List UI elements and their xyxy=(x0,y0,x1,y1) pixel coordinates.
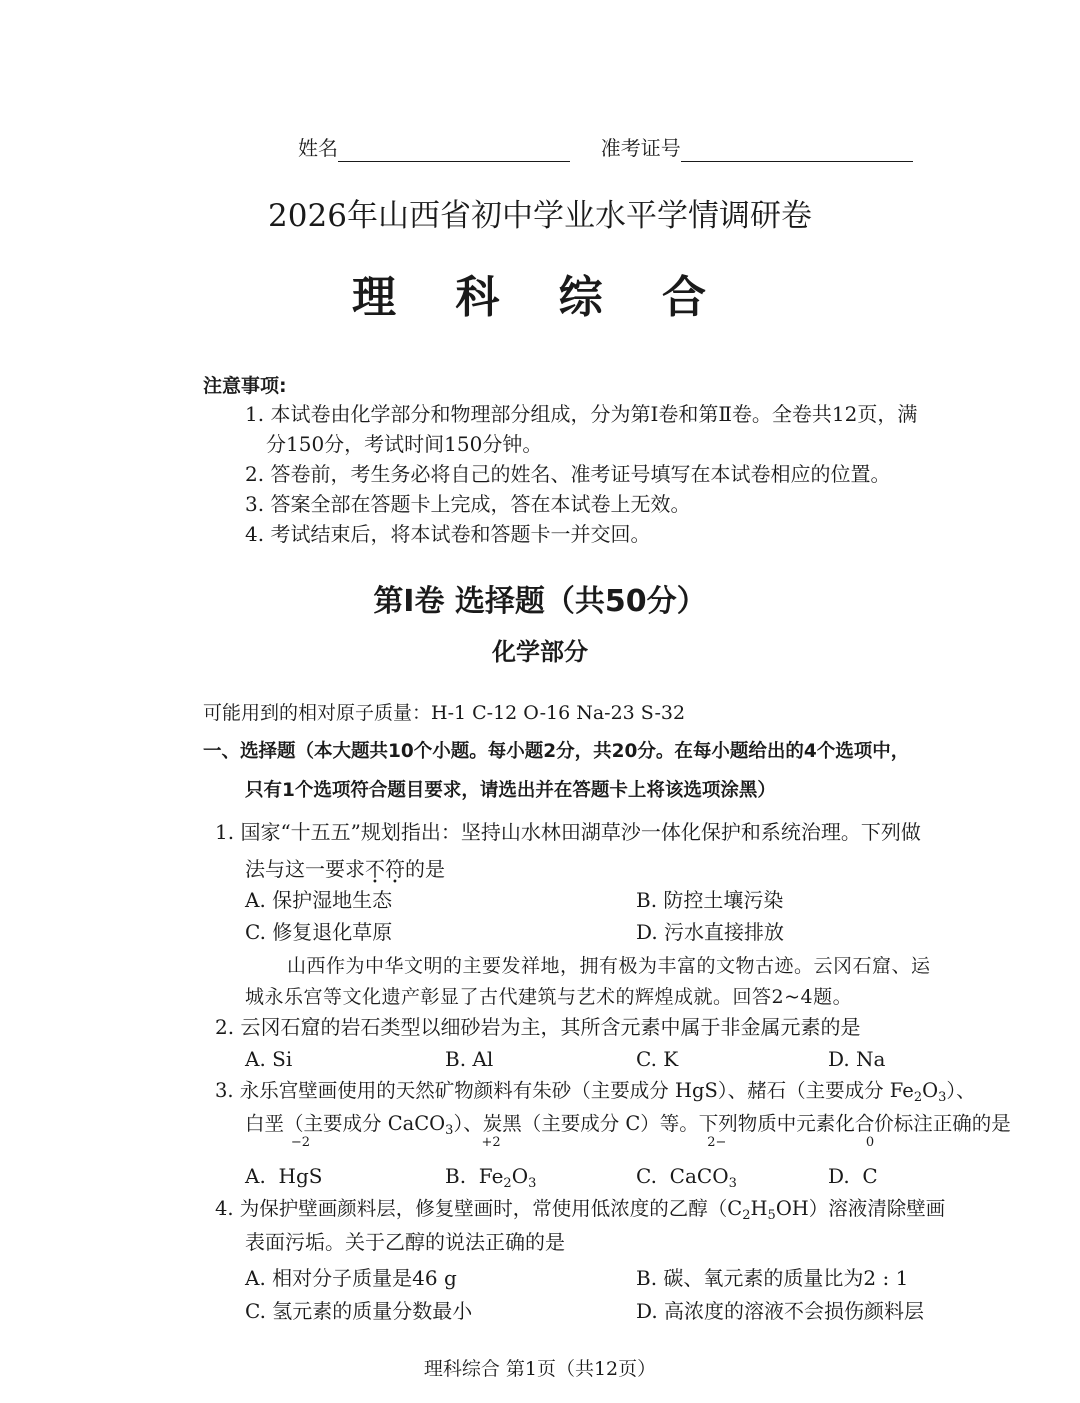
passage-line-1: 山西作为中华文明的主要发祥地，拥有极为丰富的文物古迹。云冈石窟、运 xyxy=(287,955,931,977)
q3-sub: 2 xyxy=(913,1090,923,1105)
page-footer: 理科综合 第1页（共12页） xyxy=(423,1358,657,1380)
q3-option-b-fe: Fe xyxy=(478,1164,504,1188)
q1-emphasis-bu: 不 xyxy=(365,857,385,881)
q1-emphasis-fu: 符 xyxy=(385,857,405,881)
q3-stem-line-1 xyxy=(215,1077,976,1105)
name-label: 姓名 xyxy=(298,136,338,160)
q3-sub: 3 xyxy=(528,1176,537,1191)
q3-option-a xyxy=(245,1135,323,1190)
q3-option-c xyxy=(636,1135,737,1191)
q1-stem-text: 法与这一要求 xyxy=(245,857,365,881)
q1-stem-line-1: 1. 国家“十五五”规划指出：坚持山水林田湖草沙一体化保护和系统治理。下列做 xyxy=(215,820,921,844)
id-blank[interactable] xyxy=(681,139,913,162)
section-title: 第Ⅰ卷 选择题（共50分） xyxy=(373,584,707,619)
q4-sub: 5 xyxy=(767,1208,776,1223)
subject-title: 理 科 综 合 xyxy=(352,272,728,323)
exam-title: 2026年山西省初中学业水平学情调研卷 xyxy=(268,198,812,234)
q3-sub: 3 xyxy=(938,1090,947,1105)
q3-option-d xyxy=(828,1135,878,1190)
q3-option-c-valence: 2− xyxy=(707,1135,727,1150)
q3-option-a-formula: HgS xyxy=(278,1164,323,1188)
q4-option-b: B. 碳、氧元素的质量比为2 : 1 xyxy=(636,1266,909,1290)
atomic-mass-line: 可能用到的相对原子质量：H-1 C-12 O-16 Na-23 S-32 xyxy=(203,702,686,724)
notice-item-3: 3. 答案全部在答题卡上完成，答在本试卷上无效。 xyxy=(245,492,691,516)
notice-item-4: 4. 考试结束后，将本试卷和答题卡一并交回。 xyxy=(245,522,651,546)
q2-option-a: A. Si xyxy=(245,1047,293,1071)
name-field-row xyxy=(298,134,913,162)
q3-stem-1-text: 3. 永乐宫壁画使用的天然矿物颜料有朱砂（主要成分 HgS）、赭石（主要成分 Fe xyxy=(215,1079,914,1102)
notice-item-1: 1. 本试卷由化学部分和物理部分组成，分为第Ⅰ卷和第Ⅱ卷。全卷共12页，满 xyxy=(245,402,918,426)
passage-line-2: 城永乐宫等文化遗产彰显了古代建筑与艺术的辉煌成就。回答2~4题。 xyxy=(245,986,853,1008)
notice-item-2: 2. 答卷前，考生务必将自己的姓名、准考证号填写在本试卷相应的位置。 xyxy=(245,462,891,486)
q1-stem-line-2 xyxy=(245,855,445,883)
q3-option-d-valence: 0 xyxy=(865,1135,875,1150)
q3-sub: 3 xyxy=(445,1123,454,1138)
q3-option-d-label: D. xyxy=(828,1164,850,1188)
id-label: 准考证号 xyxy=(600,136,681,160)
q4-stem-line-1 xyxy=(215,1195,945,1223)
q3-stem-2-text: 白垩（主要成分 CaCO xyxy=(245,1112,446,1135)
notice-item-1-cont: 分150分，考试时间150分钟。 xyxy=(266,432,543,456)
q1-stem-end: 的是 xyxy=(405,857,445,881)
q1-option-b: B. 防控土壤污染 xyxy=(636,888,784,912)
q4-stem-1-text: 4. 为保护壁画颜料层，修复壁画时，常使用低浓度的乙醇（C xyxy=(215,1197,743,1220)
q3-option-d-formula: C xyxy=(862,1164,878,1188)
q3-sub: 3 xyxy=(728,1176,737,1191)
q3-stem-1-end: ）、 xyxy=(946,1079,976,1102)
q3-option-a-label: A. xyxy=(245,1164,266,1188)
q4-sub: 2 xyxy=(742,1208,751,1223)
q3-o: O xyxy=(922,1079,939,1102)
q3-stem-2-end: ）、炭黑（主要成分 C）等。下列物质中元素化合价标注正确的是 xyxy=(453,1112,1011,1135)
part-heading-line-1: 一、选择题（本大题共10个小题。每小题2分，共20分。在每小题给出的4个选项中， xyxy=(203,741,910,762)
name-blank[interactable] xyxy=(338,139,570,162)
q3-option-c-label: C. xyxy=(636,1164,657,1188)
q4-stem-1-end: OH）溶液清除壁画 xyxy=(775,1197,946,1220)
q1-option-d: D. 污水直接排放 xyxy=(636,920,785,944)
notice-title: 注意事项: xyxy=(203,375,287,397)
q1-option-c: C. 修复退化草原 xyxy=(245,920,393,944)
q3-option-a-valence: −2 xyxy=(290,1135,311,1150)
q2-option-c: C. K xyxy=(636,1047,679,1071)
q3-option-b-valence: +2 xyxy=(481,1135,501,1150)
part-heading-line-2: 只有1个选项符合题目要求，请选出并在答题卡上将该选项涂黑） xyxy=(245,780,776,801)
q3-stem-line-2 xyxy=(245,1110,1011,1138)
q2-option-d: D. Na xyxy=(828,1047,886,1071)
q4-option-d: D. 高浓度的溶液不会损伤颜料层 xyxy=(636,1299,925,1323)
q2-stem: 2. 云冈石窟的岩石类型以细砂岩为主，其所含元素中属于非金属元素的是 xyxy=(215,1015,861,1039)
q3-sub: 2 xyxy=(503,1176,512,1191)
q3-option-c-formula: CaCO xyxy=(669,1164,729,1188)
q1-option-a: A. 保护湿地生态 xyxy=(245,888,393,912)
q4-option-c: C. 氢元素的质量分数最小 xyxy=(245,1299,473,1323)
section-subtitle: 化学部分 xyxy=(492,638,588,666)
q4-h: H xyxy=(750,1197,768,1220)
q3-option-b-label: B. xyxy=(445,1164,467,1188)
q4-stem-line-2: 表面污垢。关于乙醇的说法正确的是 xyxy=(245,1230,565,1254)
q3-option-b-o: O xyxy=(511,1164,529,1188)
q2-option-b: B. Al xyxy=(445,1047,494,1071)
q3-option-b xyxy=(445,1135,537,1191)
q4-option-a: A. 相对分子质量是46 g xyxy=(245,1266,457,1290)
